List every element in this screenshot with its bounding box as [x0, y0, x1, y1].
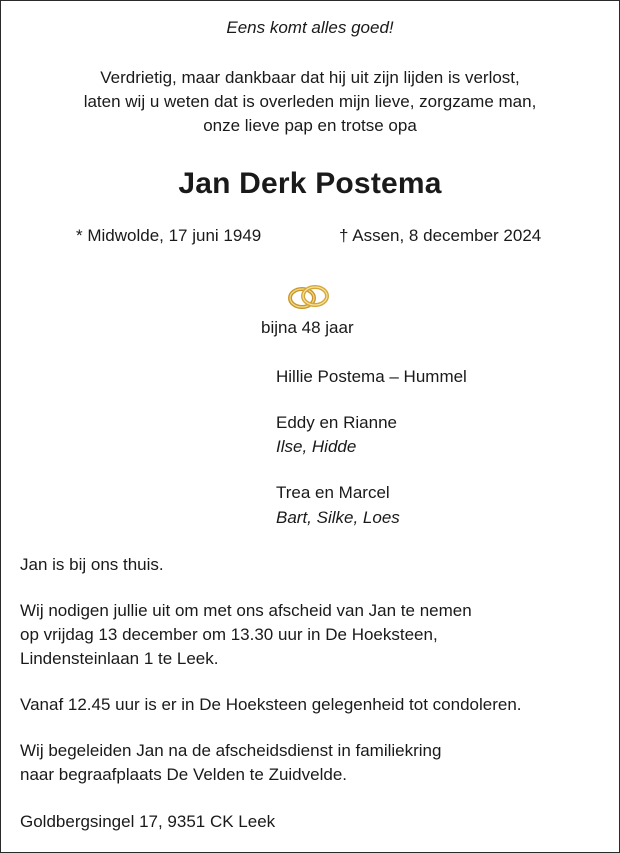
- death-info: † Assen, 8 december 2024: [339, 226, 542, 245]
- intro-line: Verdrietig, maar dankbaar dat hij uit zijn lijden is verlost,: [100, 68, 520, 87]
- burial-line: naar begraafplaats De Velden te Zuidvelde.: [20, 765, 348, 784]
- motto: Eens komt alles goed!: [226, 18, 394, 37]
- burial-line: Wij begeleiden Jan na de afscheidsdienst in familiekring: [20, 741, 442, 760]
- condolence-text: Vanaf 12.45 uur is er in De Hoeksteen gelegenheid tot condoleren.: [20, 695, 522, 714]
- wedding-rings-icon: [284, 280, 334, 314]
- correspondence-address: Goldbergsingel 17, 9351 CK Leek: [20, 812, 276, 831]
- child-names: Trea en Marcel: [276, 483, 390, 502]
- grandchildren-names: Ilse, Hidde: [276, 437, 357, 456]
- grandchildren-names: Bart, Silke, Loes: [276, 508, 400, 527]
- spouse-name: Hillie Postema – Hummel: [276, 367, 467, 386]
- at-home-text: Jan is bij ons thuis.: [20, 555, 164, 574]
- invitation-line: Lindensteinlaan 1 te Leek.: [20, 649, 219, 668]
- child-names: Eddy en Rianne: [276, 413, 397, 432]
- intro-line: laten wij u weten dat is overleden mijn lieve, zorgzame man,: [83, 92, 537, 111]
- intro-line: onze lieve pap en trotse opa: [203, 116, 417, 135]
- birth-info: * Midwolde, 17 juni 1949: [76, 226, 262, 245]
- deceased-name: Jan Derk Postema: [178, 167, 442, 200]
- marriage-years: bijna 48 jaar: [261, 318, 354, 337]
- invitation-line: Wij nodigen jullie uit om met ons afscheid van Jan te nemen: [20, 601, 472, 620]
- invitation-line: op vrijdag 13 december om 13.30 uur in De Hoeksteen,: [20, 625, 438, 644]
